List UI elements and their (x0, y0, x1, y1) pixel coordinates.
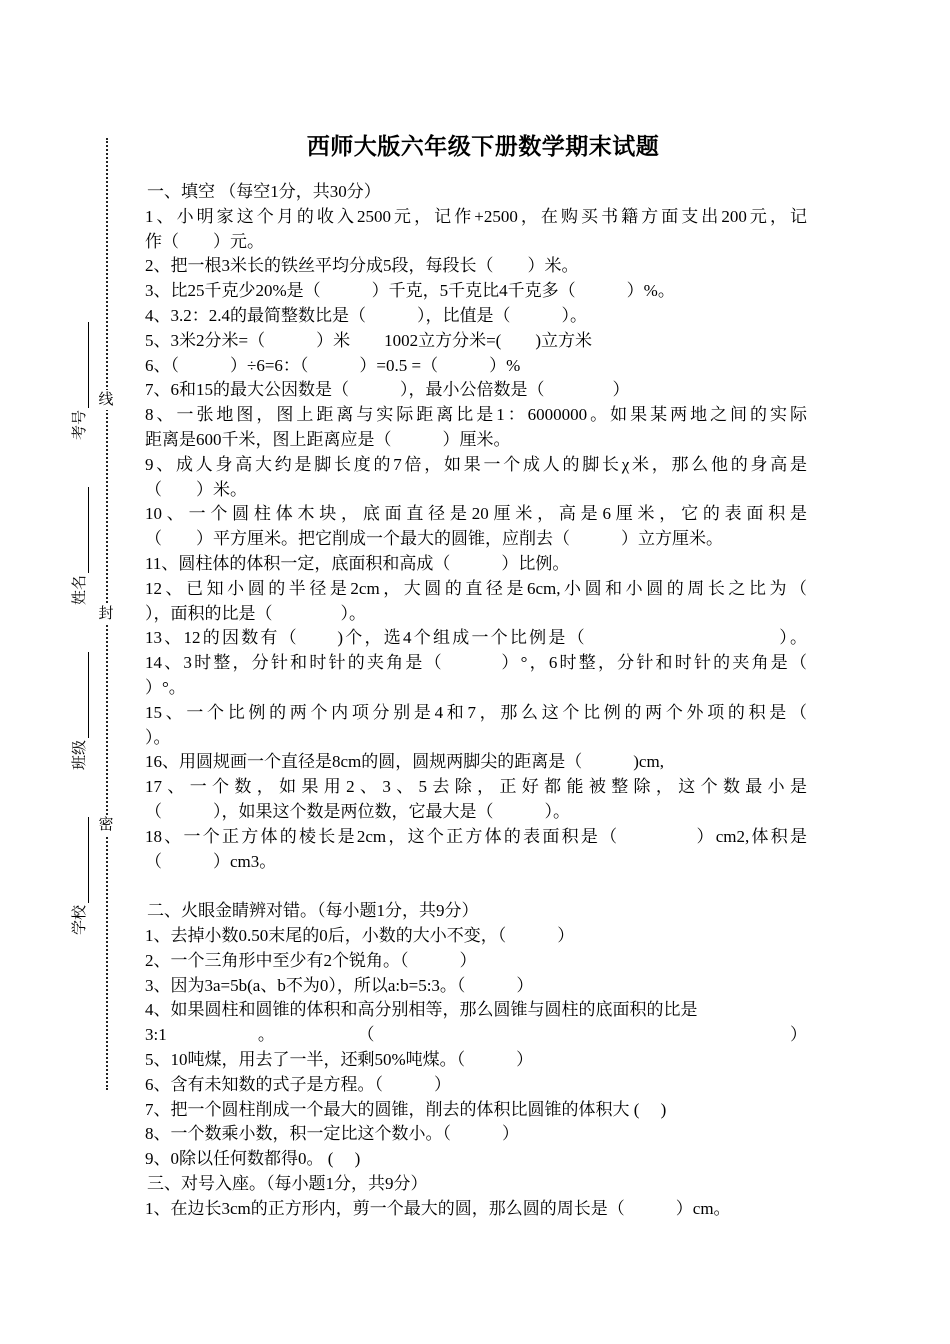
question-line: 6、（ ）÷6=6：（ ）=0.5 =（ ）% (145, 355, 521, 375)
exam-number-field[interactable] (68, 322, 89, 440)
question-line: 18、一个正方体的棱长是2cm，这个正方体的表面积是（ ）cm2,体积是 (145, 826, 807, 846)
seal-mark-mi: 密 (96, 815, 116, 835)
seal-mark-xian: 线 (96, 390, 116, 410)
section-heading: 二、火眼金睛辨对错。（每小题1分，共9分） (147, 901, 479, 921)
question-line: 15、一个比例的两个内项分别是4和7，那么这个比例的两个外项的积是（ (145, 702, 807, 722)
name-field[interactable] (68, 487, 89, 605)
question-line: 6、含有未知数的式子是方程。（ ） (145, 1074, 451, 1094)
question-line: 8、一张地图，图上距离与实际距离比是1：6000000。如果某两地之间的实际 (145, 405, 807, 425)
question-line: 13、12的因数有（ )个，选4个组成一个比例是（ ）。 (145, 628, 807, 648)
question-line: 距离是600千米，图上距离应是（ ）厘米。 (145, 430, 511, 449)
question-line: 11、圆柱体的体积一定，底面积和高成（ ）比例。 (145, 554, 570, 573)
question-line: 12、已知小圆的半径是2cm，大圆的直径是6cm,小圆和小圆的周长之比为（ (145, 578, 807, 598)
question-line: 10、一个圆柱体木块，底面直径是20厘米，高是6厘米，它的表面积是 (145, 504, 807, 524)
question-line: 9、0除以任何数都得0。 ( ) (145, 1149, 361, 1169)
question-line: ）。 (145, 727, 171, 747)
question-line: 8、一个数乘小数，积一定比这个数小。（ ） (145, 1124, 519, 1144)
question-line: 1、去掉小数0.50末尾的0后，小数的大小不变，（ ） (145, 926, 575, 945)
section-heading: 三、对号入座。（每小题1分，共9分） (147, 1174, 428, 1193)
question-line: 1、在边长3cm的正方形内，剪一个最大的圆，那么圆的周长是（ ）cm。 (145, 1198, 731, 1218)
school-field[interactable] (68, 817, 89, 935)
name-label: 姓名 (72, 574, 88, 605)
question-line: 4、如果圆柱和圆锥的体积和高分别相等，那么圆锥与圆柱的底面积的比是 (145, 1000, 698, 1020)
question-line: 3、比25千克少20%是（ ）千克，5千克比4千克多（ ）%。 (145, 281, 675, 301)
exam-number-label: 考号 (72, 409, 88, 440)
question-line: 17、一个数，如果用2、3、5去除，正好都能被整除，这个数最小是 (145, 777, 807, 797)
question-line: （ ），如果这个数是两位数，它最大是（ ）。 (145, 802, 570, 821)
question-line: （ ）米。 (145, 479, 247, 499)
class-label: 班级 (72, 739, 88, 770)
question-line: 3、因为3a=5b(a、b不为0），所以a:b=5:3。（ ） (145, 975, 534, 995)
question-line: （ ）平方厘米。把它削成一个最大的圆锥，应削去（ ）立方厘米。 (145, 529, 723, 549)
question-line: 14、3时整，分针和时针的夹角是（ ）°，6时整，分针和时针的夹角是（ (145, 653, 808, 673)
question-line: ）°。 (145, 678, 186, 697)
class-field[interactable] (68, 652, 89, 770)
question-line: （ ）cm3。 (145, 851, 277, 871)
seal-mark-feng: 封 (96, 604, 116, 624)
class-blank[interactable] (74, 652, 89, 738)
question-line: 7、6和15的最大公因数是（ ），最小公倍数是（ ） (145, 380, 630, 400)
question-line: 2、把一根3米长的铁丝平均分成5段，每段长（ ）米。 (145, 256, 579, 276)
school-label: 学校 (72, 904, 88, 935)
school-blank[interactable] (74, 817, 89, 903)
question-line: 5、3米2分米=（ ）米 1002立方分米=( )立方米 (145, 330, 592, 350)
name-blank[interactable] (74, 487, 89, 573)
question-line: 1、小明家这个月的收入2500元，记作+2500，在购买书籍方面支出200元，记 (145, 206, 807, 226)
section-heading: 一、填空 （每空1分，共30分） (147, 182, 381, 201)
question-line: 5、10吨煤，用去了一半，还剩50%吨煤。（ ） (145, 1050, 534, 1069)
page-title: 西师大版六年级下册数学期末试题 (306, 134, 660, 159)
question-line: 7、把一个圆柱削成一个最大的圆锥，削去的体积比圆锥的体积大 ( ) (145, 1099, 667, 1119)
question-line: 9、成人身高大约是脚长度的7倍，如果一个成人的脚长χ米，那么他的身高是 (145, 454, 807, 474)
question-line: ），面积的比是（ ）。 (145, 603, 366, 623)
question-line: 3:1。（ ） (145, 1025, 807, 1045)
question-line: 2、一个三角形中至少有2个锐角。（ ） (145, 950, 477, 970)
question-line: 作（ ）元。 (145, 231, 264, 251)
exam-number-blank[interactable] (74, 322, 89, 408)
question-line: 16、用圆规画一个直径是8cm的圆，圆规两脚尖的距离是（ )cm, (145, 752, 664, 772)
question-line: 4、3.2：2.4的最简整数比是（ ），比值是（ ）。 (145, 306, 587, 325)
